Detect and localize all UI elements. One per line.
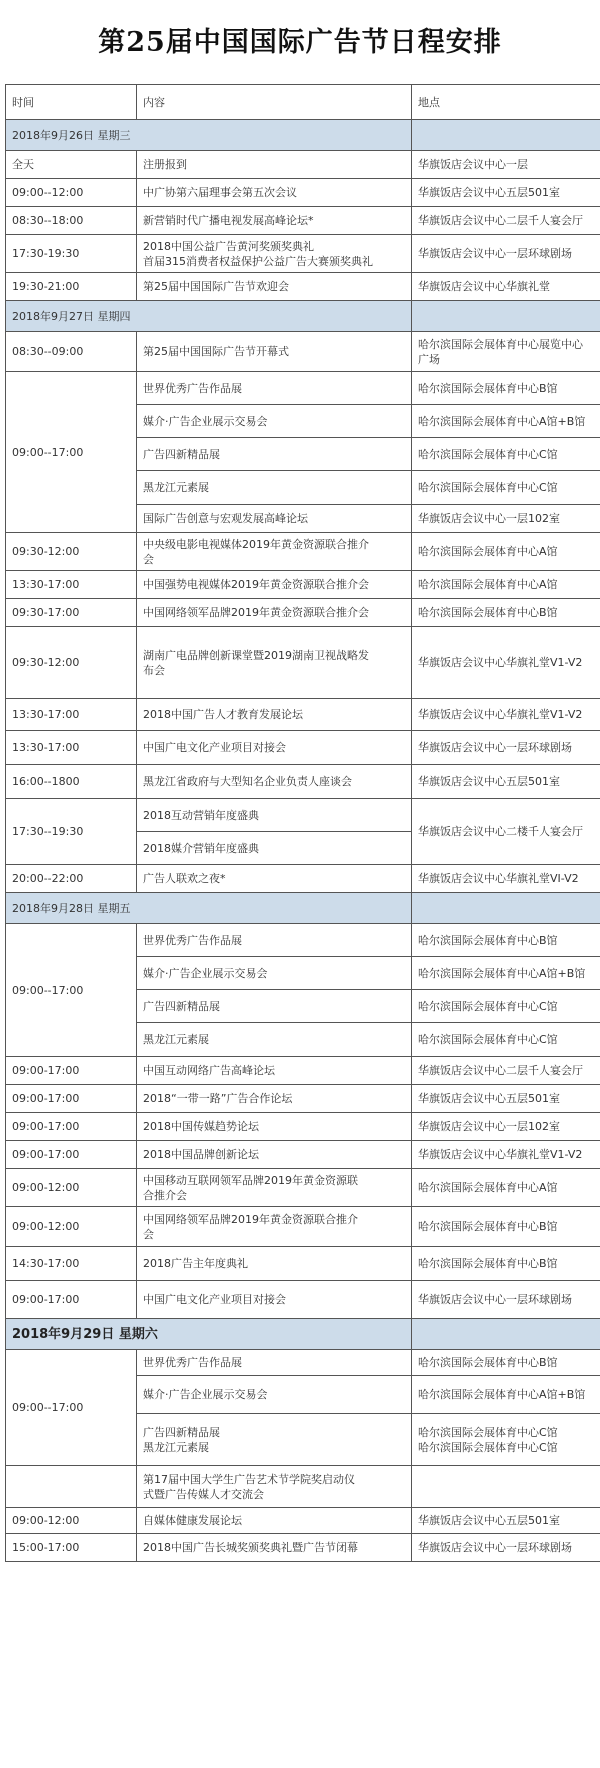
row-content-line: 2018中国品牌创新论坛 [143, 1148, 259, 1161]
row-content-line: 广告人联欢之夜* [143, 872, 226, 885]
row-venue-line: 广场 [418, 352, 440, 366]
table-row [6, 235, 600, 273]
table-row [6, 179, 600, 207]
row-venue [412, 865, 600, 893]
date-label: 2018年9月29日 星期六 [6, 1319, 412, 1350]
row-venue [412, 627, 600, 699]
header-time: 时间 [6, 85, 137, 120]
row-content [137, 438, 412, 471]
row-content-line: 中央级电影电视媒体2019年黄金资源联合推介 [143, 537, 369, 551]
row-venue [412, 471, 600, 505]
row-time: 13:30-17:00 [6, 699, 137, 731]
row-content [137, 599, 412, 627]
row-time: 13:30-17:00 [6, 731, 137, 765]
row-content [137, 1023, 412, 1057]
row-venue-line: 哈尔滨国际会展体育中心C馆 [418, 1440, 558, 1454]
row-content-line: 世界优秀广告作品展 [143, 1356, 242, 1369]
table-row [6, 799, 600, 832]
row-content [137, 1508, 412, 1534]
row-venue [412, 1057, 600, 1085]
row-content-line: 2018“一带一路”广告合作论坛 [143, 1092, 293, 1105]
row-content-line: 2018中国传媒趋势论坛 [143, 1120, 259, 1133]
row-content-line: 广告四新精品展 [143, 1425, 220, 1439]
row-time: 09:00-12:00 [6, 1207, 137, 1247]
row-content-line: 布会 [143, 663, 165, 677]
row-venue [412, 405, 600, 438]
row-venue-line: 哈尔滨国际会展体育中心C馆 [418, 1033, 558, 1046]
row-content-line: 自媒体健康发展论坛 [143, 1514, 242, 1527]
row-content-line: 媒介·广告企业展示交易会 [143, 966, 268, 980]
row-content [137, 332, 412, 372]
row-content [137, 235, 412, 273]
row-content-line: 第25届中国国际广告节开幕式 [143, 345, 289, 358]
row-content-line: 中国广电文化产业项目对接会 [143, 741, 286, 754]
row-venue-line: 华旗饭店会议中心一层环球剧场 [418, 1541, 572, 1554]
row-content-line: 黑龙江元素展 [143, 481, 209, 494]
row-venue-line: 哈尔滨国际会展体育中心C馆 [418, 999, 558, 1013]
date-row [6, 893, 600, 924]
row-content-line: 中国网络领军品牌2019年黄金资源联合推介会 [143, 606, 369, 619]
row-content-line: 世界优秀广告作品展 [143, 933, 242, 947]
row-content-line: 第17届中国大学生广告艺术节学院奖启动仪 [143, 1472, 355, 1486]
table-row [6, 765, 600, 799]
row-content-line: 媒介·广告企业展示交易会 [143, 1388, 268, 1401]
row-content [137, 699, 412, 731]
row-time: 09:00-12:00 [6, 1169, 137, 1207]
row-venue [412, 924, 600, 957]
table-row [6, 151, 600, 179]
date-label: 2018年9月26日 星期三 [6, 120, 412, 151]
row-content [137, 1376, 412, 1414]
row-content-line: 2018广告主年度典礼 [143, 1257, 248, 1270]
row-venue [412, 505, 600, 533]
row-venue-line: 华旗饭店会议中心五层501室 [418, 186, 560, 199]
row-venue [412, 1247, 600, 1281]
row-content [137, 799, 412, 832]
row-content [137, 471, 412, 505]
row-content-line: 2018中国广告人才教育发展论坛 [143, 708, 303, 721]
row-venue-line: 哈尔滨国际会展体育中心B馆 [418, 1356, 558, 1369]
row-venue-line: 哈尔滨国际会展体育中心A馆 [418, 545, 558, 558]
row-content-line: 会 [143, 1227, 154, 1241]
row-content [137, 405, 412, 438]
table-row [6, 731, 600, 765]
row-venue [412, 332, 600, 372]
row-content [137, 1207, 412, 1247]
row-venue-line: 华旗饭店会议中心一层环球剧场 [418, 1293, 572, 1306]
row-venue [412, 1169, 600, 1207]
row-content-line: 2018互动营销年度盛典 [143, 808, 259, 822]
table-row [6, 273, 600, 301]
row-venue-line: 华旗饭店会议中心二层千人宴会厅 [418, 1064, 583, 1077]
row-venue-line: 华旗饭店会议中心一层102室 [418, 512, 560, 525]
row-time: 17:30-19:30 [6, 235, 137, 273]
row-content [137, 731, 412, 765]
row-content [137, 1350, 412, 1376]
row-content [137, 1141, 412, 1169]
row-content-line: 2018中国公益广告黄河奖颁奖典礼 [143, 239, 314, 253]
table-row [6, 1057, 600, 1085]
table-row [6, 1350, 600, 1376]
table-row [6, 699, 600, 731]
table-row [6, 627, 600, 699]
table-row [6, 1508, 600, 1534]
row-venue-line: 华旗饭店会议中心一层 [418, 158, 528, 171]
row-time: 09:00--12:00 [6, 179, 137, 207]
row-venue-line: 哈尔滨国际会展体育中心A馆 [418, 1181, 558, 1194]
row-venue [412, 731, 600, 765]
row-time: 17:30--19:30 [6, 799, 137, 865]
row-venue [412, 1508, 600, 1534]
table-row [6, 1207, 600, 1247]
row-time: 09:00-17:00 [6, 1141, 137, 1169]
row-venue-line: 哈尔滨国际会展体育中心B馆 [418, 606, 558, 619]
row-time: 09:30-12:00 [6, 533, 137, 571]
row-venue [412, 799, 600, 865]
table-row [6, 1169, 600, 1207]
row-content [137, 865, 412, 893]
row-venue-line: 哈尔滨国际会展体育中心B馆 [418, 1257, 558, 1270]
row-content-line: 中广协第六届理事会第五次会议 [143, 186, 297, 199]
row-content [137, 273, 412, 301]
row-time: 09:00-12:00 [6, 1508, 137, 1534]
row-content [137, 1113, 412, 1141]
row-content-line: 黑龙江元素展 [143, 1033, 209, 1046]
row-content-line: 中国广电文化产业项目对接会 [143, 1293, 286, 1306]
row-time: 15:00-17:00 [6, 1534, 137, 1562]
date-row [6, 301, 600, 332]
row-venue-line: 华旗饭店会议中心五层501室 [418, 775, 560, 788]
page-title: 第25届中国国际广告节日程安排 [98, 27, 502, 58]
row-time: 16:00--1800 [6, 765, 137, 799]
schedule-table [5, 84, 600, 1562]
row-content [137, 571, 412, 599]
row-content [137, 990, 412, 1023]
row-venue-line: 哈尔滨国际会展体育中心C馆 [418, 481, 558, 494]
row-venue [412, 207, 600, 235]
row-content-line: 媒介·广告企业展示交易会 [143, 414, 268, 428]
row-venue-line: 哈尔滨国际会展体育中心A馆+B馆 [418, 966, 586, 980]
row-content [137, 924, 412, 957]
row-content-line: 式暨广告传媒人才交流会 [143, 1487, 264, 1501]
row-content-line: 2018媒介营销年度盛典 [143, 841, 259, 855]
row-time: 09:00--17:00 [6, 924, 137, 1057]
row-time: 09:30-17:00 [6, 599, 137, 627]
table-row [6, 332, 600, 372]
row-content-line: 新营销时代广播电视发展高峰论坛* [143, 214, 314, 227]
row-content-line: 中国移动互联网领军品牌2019年黄金资源联 [143, 1173, 358, 1187]
row-venue-line: 华旗饭店会议中心华旗礼堂V1-V2 [418, 1148, 583, 1161]
row-content [137, 505, 412, 533]
row-venue [412, 571, 600, 599]
row-content-line: 中国网络领军品牌2019年黄金资源联合推介 [143, 1212, 358, 1226]
table-row [6, 533, 600, 571]
table-row [6, 1085, 600, 1113]
row-venue [412, 765, 600, 799]
row-venue-line: 哈尔滨国际会展体育中心C馆 [418, 447, 558, 461]
row-content-line: 广告四新精品展 [143, 447, 220, 461]
row-venue [412, 957, 600, 990]
row-time: 08:30--18:00 [6, 207, 137, 235]
row-venue [412, 699, 600, 731]
row-venue [412, 179, 600, 207]
row-content-line: 世界优秀广告作品展 [143, 381, 242, 395]
row-venue-line: 华旗饭店会议中心华旗礼堂VI-V2 [418, 872, 579, 885]
date-row [6, 120, 600, 151]
row-content-line: 会 [143, 552, 154, 566]
row-venue [412, 151, 600, 179]
row-content-line: 黑龙江省政府与大型知名企业负责人座谈会 [143, 775, 352, 788]
header-venue: 地点 [412, 85, 600, 120]
row-time: 14:30-17:00 [6, 1247, 137, 1281]
row-venue-line: 华旗饭店会议中心华旗礼堂 [418, 280, 550, 293]
row-content [137, 1169, 412, 1207]
row-venue-line: 哈尔滨国际会展体育中心展览中心 [418, 337, 583, 351]
row-content-line: 广告四新精品展 [143, 999, 220, 1013]
date-blank [412, 1319, 600, 1350]
row-venue [412, 1207, 600, 1247]
row-content [137, 1085, 412, 1113]
row-content-line: 合推介会 [143, 1188, 187, 1202]
header-content: 内容 [137, 85, 412, 120]
row-venue [412, 273, 600, 301]
row-time: 09:00--17:00 [6, 372, 137, 533]
row-content-line: 湖南广电品牌创新课堂暨2019湖南卫视战略发 [143, 648, 369, 662]
row-content [137, 1057, 412, 1085]
row-venue [412, 1113, 600, 1141]
row-venue [412, 1281, 600, 1319]
date-blank [412, 301, 600, 332]
row-content [137, 627, 412, 699]
row-venue-line: 哈尔滨国际会展体育中心A馆+B馆 [418, 414, 586, 428]
date-blank [412, 893, 600, 924]
row-content-line: 第25届中国国际广告节欢迎会 [143, 280, 289, 293]
row-content-line: 国际广告创意与宏观发展高峰论坛 [143, 512, 308, 525]
row-content [137, 1534, 412, 1562]
table-row [6, 571, 600, 599]
table-row [6, 1466, 600, 1508]
row-venue-line: 哈尔滨国际会展体育中心B馆 [418, 933, 558, 947]
row-venue [412, 599, 600, 627]
row-venue [412, 438, 600, 471]
row-content [137, 1414, 412, 1466]
table-row [6, 1534, 600, 1562]
table-row [6, 1247, 600, 1281]
row-content [137, 832, 412, 865]
row-content [137, 1247, 412, 1281]
row-time: 09:00-17:00 [6, 1085, 137, 1113]
row-time: 20:00--22:00 [6, 865, 137, 893]
table-row [6, 1113, 600, 1141]
row-venue-line: 华旗饭店会议中心二层千人宴会厅 [418, 214, 583, 227]
table-row [6, 1141, 600, 1169]
row-content [137, 1281, 412, 1319]
row-content [137, 765, 412, 799]
row-time: 09:00--17:00 [6, 1350, 137, 1466]
row-venue-line: 华旗饭店会议中心一层环球剧场 [418, 741, 572, 754]
row-content-line: 2018中国广告长城奖颁奖典礼暨广告节闭幕 [143, 1541, 358, 1554]
row-time: 09:00-17:00 [6, 1057, 137, 1085]
row-venue-line: 华旗饭店会议中心二楼千人宴会厅 [418, 825, 583, 838]
row-venue-line: 华旗饭店会议中心五层501室 [418, 1514, 560, 1527]
row-content [137, 207, 412, 235]
date-label: 2018年9月27日 星期四 [6, 301, 412, 332]
row-venue-line: 哈尔滨国际会展体育中心B馆 [418, 381, 558, 395]
row-venue-line: 华旗饭店会议中心华旗礼堂V1-V2 [418, 708, 583, 721]
row-venue-line: 哈尔滨国际会展体育中心C馆 [418, 1425, 558, 1439]
table-row [6, 372, 600, 405]
row-venue [412, 1466, 600, 1508]
row-venue [412, 1023, 600, 1057]
row-content [137, 957, 412, 990]
row-content-line: 中国强势电视媒体2019年黄金资源联合推介会 [143, 578, 369, 591]
row-time: 08:30--09:00 [6, 332, 137, 372]
row-content-line: 黑龙江元素展 [143, 1440, 209, 1454]
row-venue-line: 哈尔滨国际会展体育中心A馆 [418, 578, 558, 591]
row-venue [412, 235, 600, 273]
row-time: 13:30-17:00 [6, 571, 137, 599]
row-content [137, 151, 412, 179]
row-content-line: 首届315消费者权益保护公益广告大赛颁奖典礼 [143, 254, 373, 268]
date-row [6, 1319, 600, 1350]
row-venue-line: 哈尔滨国际会展体育中心A馆+B馆 [418, 1388, 586, 1401]
row-time: 全天 [6, 151, 137, 179]
row-venue-line: 华旗饭店会议中心五层501室 [418, 1092, 560, 1105]
table-row [6, 207, 600, 235]
row-venue [412, 1350, 600, 1376]
row-venue [412, 1376, 600, 1414]
date-label: 2018年9月28日 星期五 [6, 893, 412, 924]
table-row [6, 924, 600, 957]
row-time: 09:30-12:00 [6, 627, 137, 699]
row-time: 19:30-21:00 [6, 273, 137, 301]
table-header [6, 85, 600, 120]
row-venue [412, 1141, 600, 1169]
row-content [137, 1466, 412, 1508]
row-content [137, 179, 412, 207]
row-venue [412, 1085, 600, 1113]
row-time: 09:00-17:00 [6, 1113, 137, 1141]
table-row [6, 599, 600, 627]
row-venue-line: 哈尔滨国际会展体育中心B馆 [418, 1220, 558, 1233]
row-venue [412, 533, 600, 571]
row-content [137, 533, 412, 571]
table-row [6, 1281, 600, 1319]
row-content-line: 中国互动网络广告高峰论坛 [143, 1064, 275, 1077]
row-venue-line: 华旗饭店会议中心一层102室 [418, 1120, 560, 1133]
row-content-line: 注册报到 [143, 158, 187, 171]
row-venue-line: 华旗饭店会议中心一层环球剧场 [418, 247, 572, 260]
row-venue [412, 372, 600, 405]
row-content [137, 372, 412, 405]
row-venue [412, 1414, 600, 1466]
row-venue [412, 990, 600, 1023]
date-blank [412, 120, 600, 151]
table-row [6, 865, 600, 893]
row-venue [412, 1534, 600, 1562]
row-venue-line: 华旗饭店会议中心华旗礼堂V1-V2 [418, 656, 583, 669]
row-time: 09:00-17:00 [6, 1281, 137, 1319]
row-time [6, 1466, 137, 1508]
